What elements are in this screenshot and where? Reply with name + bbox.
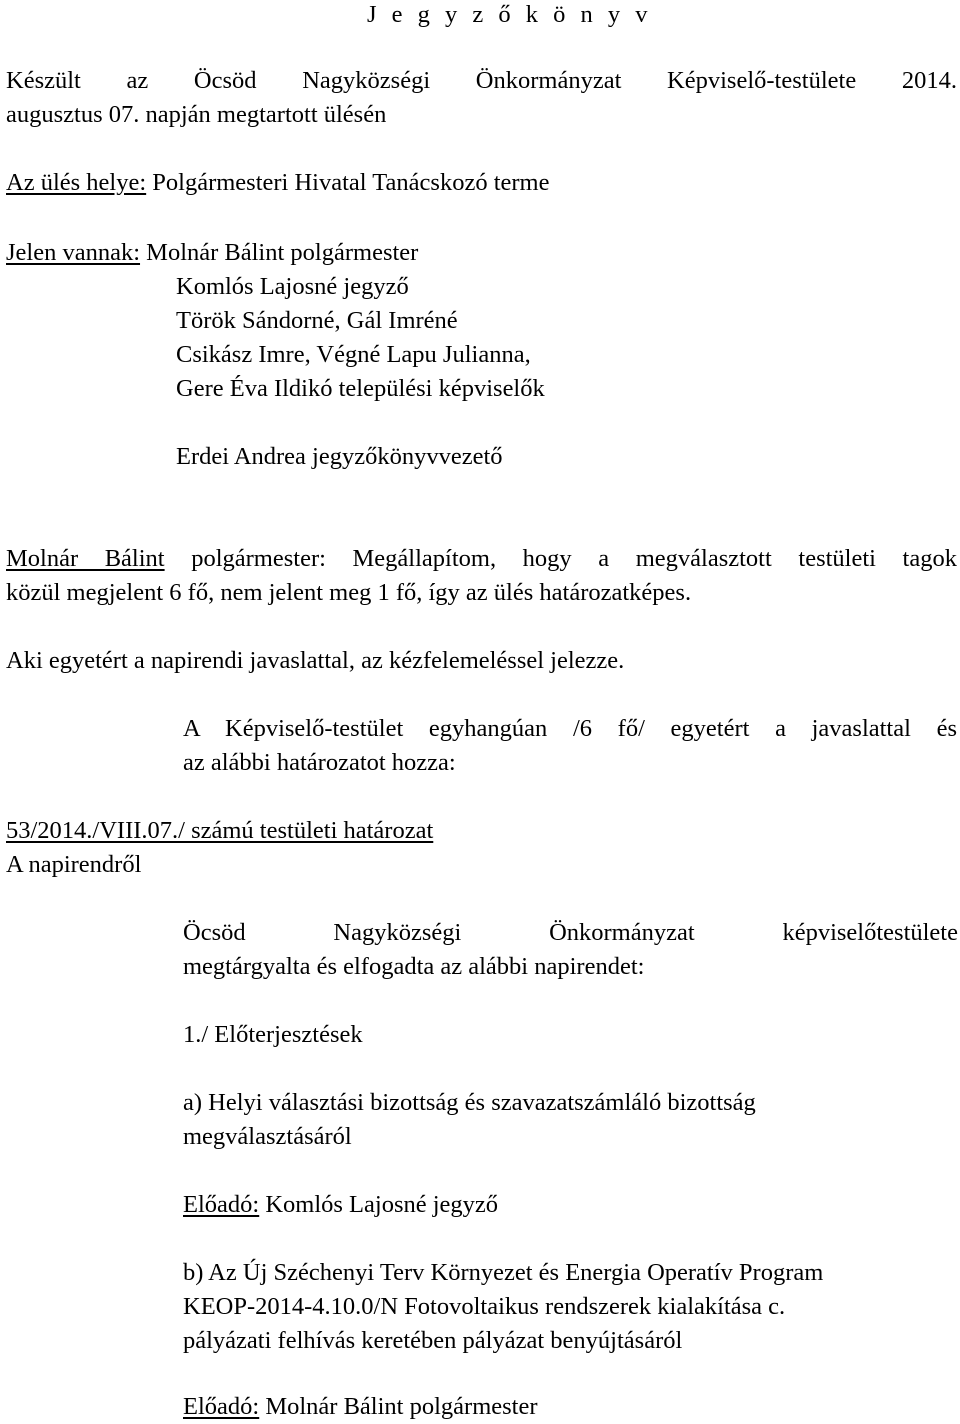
attendee-line: Török Sándorné, Gál Imréné: [176, 307, 458, 334]
venue-label: Az ülés helye:: [6, 169, 147, 196]
presenter-line: [183, 1390, 538, 1424]
presenter-name: Komlós Lajosné jegyző: [259, 1191, 499, 1218]
opening-line-1: [6, 542, 957, 576]
agenda-item-line: KEOP-2014-4.10.0/N Fotovoltaikus rendszerek kialakítása c.: [183, 1293, 786, 1320]
agenda-heading: 1./ Előterjesztések: [183, 1021, 363, 1048]
intro-line-2: augusztus 07. napján megtartott ülésén: [6, 101, 387, 128]
attendees-label: Jelen vannak:: [6, 239, 141, 266]
resolution-subject: A napirendről: [6, 851, 142, 878]
attendee-line: Gere Éva Ildikó települési képviselők: [176, 375, 545, 402]
attendee-line: Csikász Imre, Végné Lapu Julianna,: [176, 341, 531, 368]
agenda-item-line: b) Az Új Széchenyi Terv Környezet és Energia Operatív Program: [183, 1259, 824, 1286]
agenda-item-line: a) Helyi választási bizottság és szavazatszámláló bizottság: [183, 1089, 756, 1116]
venue-value: Polgármesteri Hivatal Tanácskozó terme: [146, 169, 550, 196]
recorder-line: Erdei Andrea jegyzőkönyvvezető: [176, 443, 503, 470]
vote-request: Aki egyetért a napirendi javaslattal, az kézfelemeléssel jelezze.: [6, 647, 625, 674]
presenter-line: [183, 1188, 498, 1222]
presenter-name: Molnár Bálint polgármester: [259, 1393, 538, 1420]
intro-line-1: Készült az Öcsöd Nagyközségi Önkormányzat Képviselő-testülete 2014.: [6, 67, 957, 94]
opening-text: polgármester: Megállapítom, hogy a megválasztott testületi tagok: [164, 545, 957, 572]
resolution-text-line-1: Öcsöd Nagyközségi Önkormányzat képviselőtestülete: [183, 919, 958, 946]
opening-line-2: közül megjelent 6 fő, nem jelent meg 1 fő, így az ülés határozatképes.: [6, 579, 692, 606]
agenda-item-line: megválasztásáról: [183, 1123, 352, 1150]
resolution-text-line-2: megtárgyalta és elfogadta az alábbi napirendet:: [183, 953, 645, 980]
presenter-label: Előadó:: [183, 1191, 260, 1218]
agenda-item-line: pályázati felhívás keretében pályázat benyújtásáról: [183, 1327, 683, 1354]
attendee-line: Komlós Lajosné jegyző: [176, 273, 409, 300]
presenter-label: Előadó:: [183, 1393, 260, 1420]
resolution-number: 53/2014./VIII.07./ számú testületi határozat: [6, 817, 434, 844]
document-title: J e g y z ő k ö n y v: [367, 1, 653, 28]
attendee-mayor: Molnár Bálint polgármester: [140, 239, 419, 266]
vote-result-line-2: az alábbi határozatot hozza:: [183, 749, 456, 776]
opening-speaker: Molnár Bálint: [6, 545, 165, 572]
venue-line: [6, 166, 549, 200]
attendees-line: [6, 236, 418, 270]
vote-result-line-1: A Képviselő-testület egyhangúan /6 fő/ egyetért a javaslattal és: [183, 715, 957, 742]
